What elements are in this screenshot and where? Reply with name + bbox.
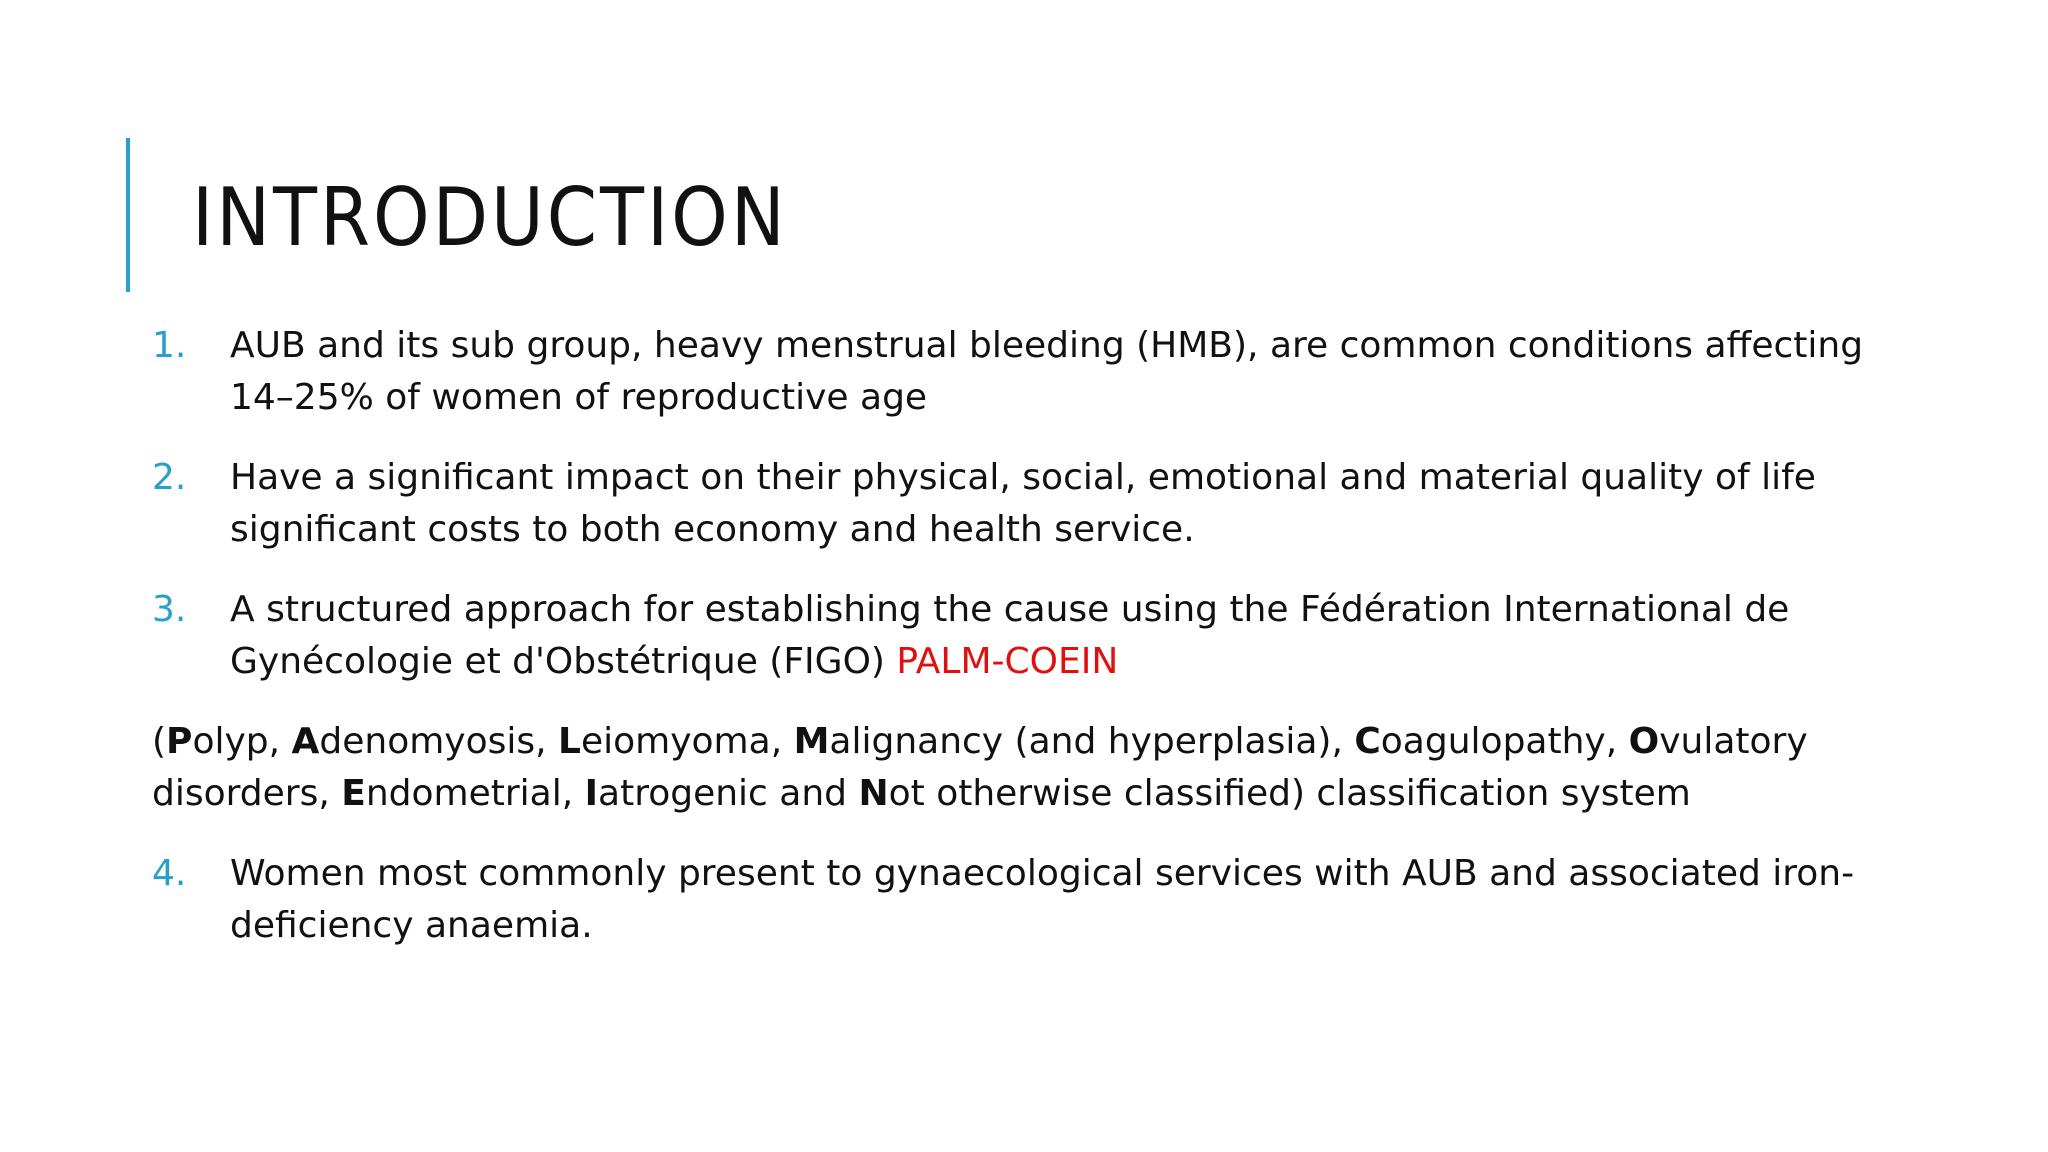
acronym-text-n: ot otherwise classified) classification system [888,773,1691,814]
list-item-4 [152,848,1892,952]
acronym-letter-e: E [341,773,366,814]
acronym-letter-c: C [1354,721,1381,762]
acronym-text-l: eiomyoma, [580,721,794,762]
list-item-text: AUB and its sub group, heavy menstrual bleeding (HMB), are common conditions affecting 14–25% of women of reproductive age [230,325,1864,418]
list-item-1 [152,320,1892,424]
acronym-open-paren: ( [152,721,167,762]
acronym-letter-l: L [558,721,581,762]
palm-coein-highlight: PALM-COEIN [896,641,1119,682]
acronym-letter-n: N [858,773,889,814]
acronym-letter-p: P [166,721,193,762]
slide-title: INTRODUCTION [192,171,788,264]
list-item-3 [152,584,1892,688]
title-accent-bar [126,138,130,292]
acronym-text-o: vulatory disorders, [152,721,1808,814]
list-item-text: A structured approach for establishing the cause using the Fédération International de Gynécologie et d'Obstétrique (FIGO) [230,589,1790,682]
acronym-text-i: atrogenic and [598,773,859,814]
acronym-letter-i: I [584,773,599,814]
acronym-paragraph [152,716,1892,820]
acronym-letter-m: M [793,721,830,762]
acronym-text-c: oagulopathy, [1380,721,1629,762]
acronym-text-a: denomyosis, [319,721,559,762]
list-item-text: Have a significant impact on their physical, social, emotional and material quality of life significant costs to both economy and health service. [230,457,1816,550]
list-item-text: Women most commonly present to gynaecological services with AUB and associated iron-deficiency anaemia. [230,853,1855,946]
acronym-letter-a: A [291,721,320,762]
list-item-2 [152,452,1892,556]
list-number: 1. [152,325,187,366]
acronym-text-e: ndometrial, [365,773,585,814]
slide-content [152,320,1892,980]
list-number: 4. [152,853,187,894]
acronym-letter-o: O [1628,721,1660,762]
list-number: 3. [152,589,187,630]
acronym-text-m: alignancy (and hyperplasia), [829,721,1355,762]
list-number: 2. [152,457,187,498]
acronym-text-p: olyp, [192,721,292,762]
